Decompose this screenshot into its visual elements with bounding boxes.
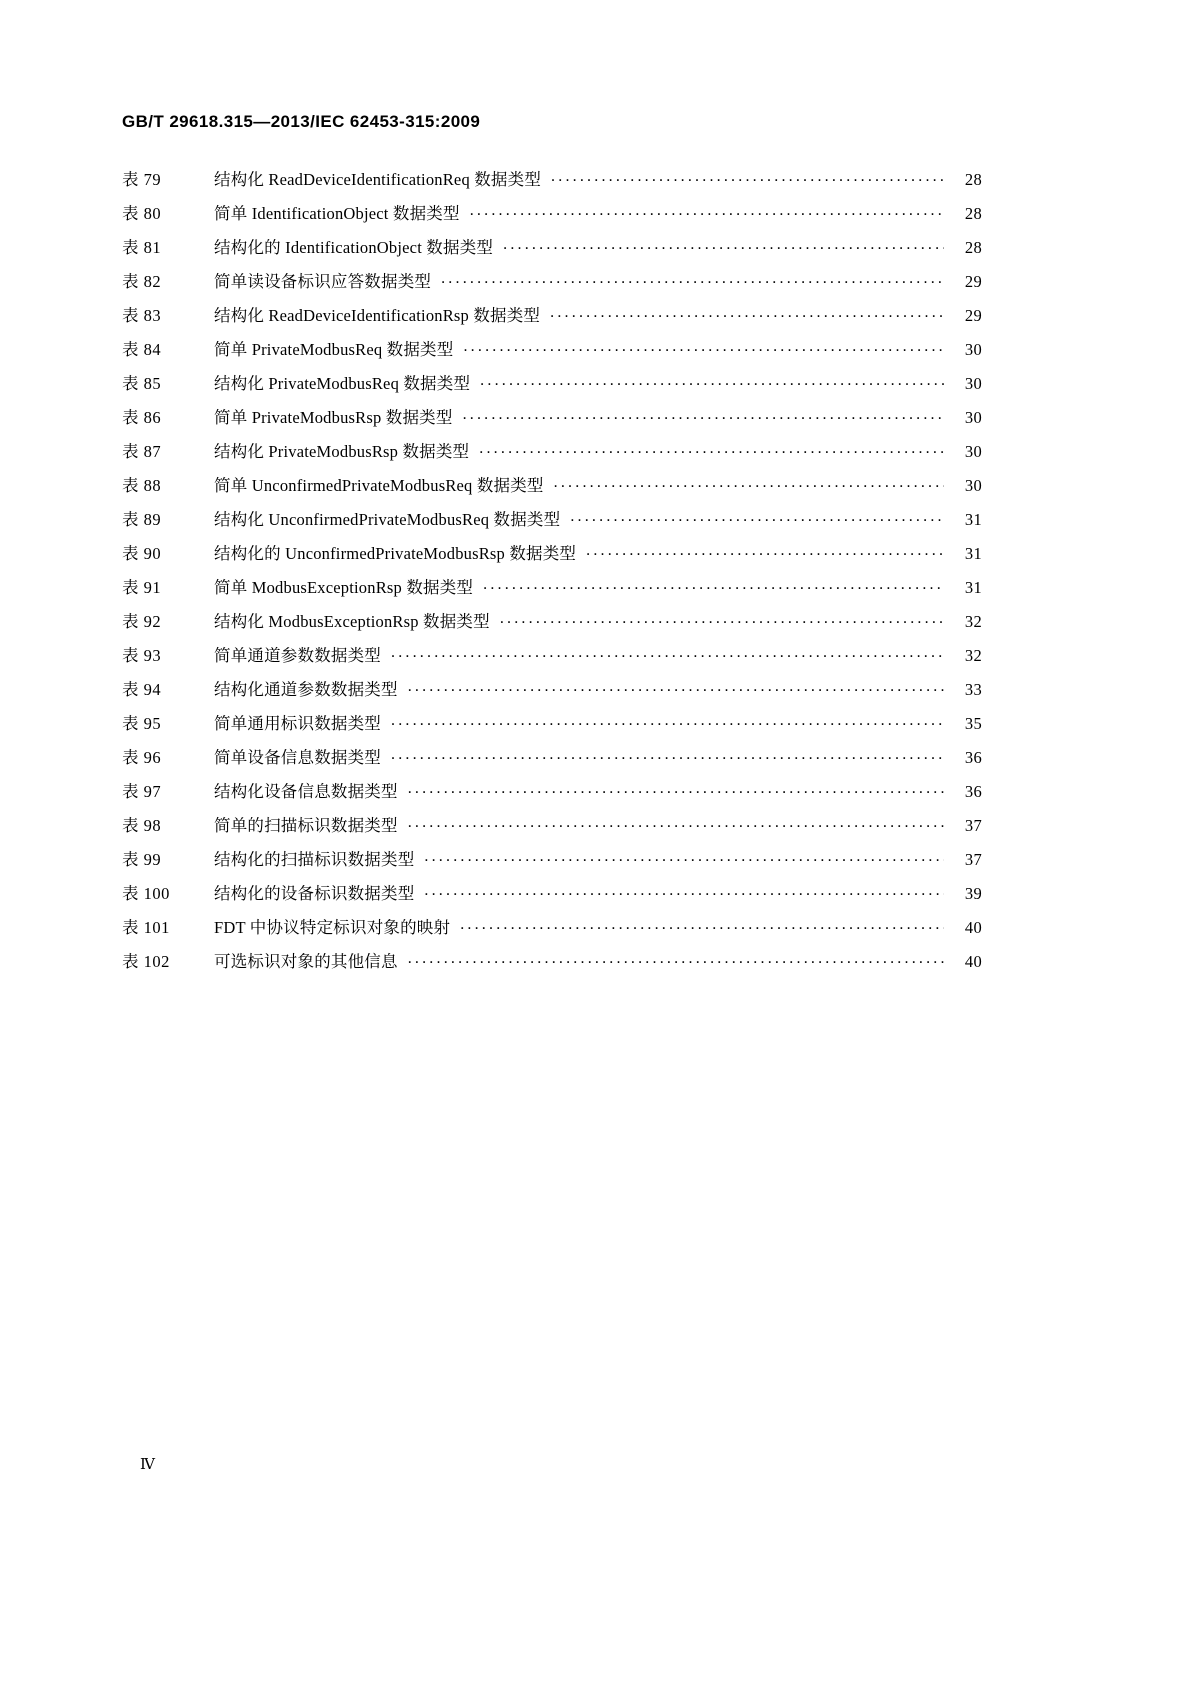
toc-leader-dots [550, 306, 944, 320]
toc-entry[interactable] [122, 741, 982, 775]
toc-entry-title: 结构化 ModbusExceptionRsp 数据类型 [214, 612, 490, 631]
toc-entry-title: 结构化 ReadDeviceIdentificationReq 数据类型 [214, 170, 542, 189]
toc-entry-title: 结构化的设备标识数据类型 [214, 884, 415, 903]
toc-entry-page-number: 30 [964, 374, 982, 393]
toc-entry-title: 结构化的 IdentificationObject 数据类型 [214, 238, 494, 257]
toc-leader-dots [460, 918, 944, 932]
toc-entry-page-number: 28 [964, 204, 982, 223]
toc-entry[interactable] [122, 809, 982, 843]
toc-entry-title: 简单读设备标识应答数据类型 [214, 272, 432, 291]
toc-entry-page-number: 36 [964, 748, 982, 767]
toc-leader-dots [503, 238, 944, 252]
toc-leader-dots [554, 476, 944, 490]
toc-entry-label: 表 102 [122, 952, 170, 971]
toc-entry-page-number: 29 [964, 272, 982, 291]
toc-entry[interactable] [122, 639, 982, 673]
toc-entry-title: 简单通道参数数据类型 [214, 646, 381, 665]
toc-entry-page-number: 40 [964, 918, 982, 937]
toc-leader-dots [551, 170, 944, 184]
toc-entry-title: 结构化的扫描标识数据类型 [214, 850, 415, 869]
toc-entry-label: 表 94 [122, 680, 162, 699]
toc-entry-title: 结构化 UnconfirmedPrivateModbusReq 数据类型 [214, 510, 561, 529]
toc-entry[interactable] [122, 163, 982, 197]
toc-leader-dots [480, 374, 944, 388]
toc-entry-page-number: 35 [964, 714, 982, 733]
toc-entry[interactable] [122, 503, 982, 537]
toc-entry-label: 表 80 [122, 204, 162, 223]
toc-entry[interactable] [122, 367, 982, 401]
table-of-contents-list [122, 163, 982, 979]
toc-entry-title: 简单 PrivateModbusReq 数据类型 [214, 340, 454, 359]
toc-entry[interactable] [122, 299, 982, 333]
toc-entry[interactable] [122, 469, 982, 503]
toc-entry[interactable] [122, 945, 982, 979]
toc-entry-label: 表 96 [122, 748, 162, 767]
toc-entry-page-number: 40 [964, 952, 982, 971]
toc-entry-label: 表 86 [122, 408, 162, 427]
toc-entry-page-number: 31 [964, 544, 982, 563]
toc-leader-dots [479, 442, 944, 456]
toc-entry-label: 表 100 [122, 884, 170, 903]
toc-entry[interactable] [122, 435, 982, 469]
toc-entry[interactable] [122, 333, 982, 367]
toc-leader-dots [470, 204, 944, 218]
toc-leader-dots [408, 816, 944, 830]
toc-entry[interactable] [122, 265, 982, 299]
toc-leader-dots [586, 544, 944, 558]
toc-entry-label: 表 79 [122, 170, 162, 189]
toc-entry-page-number: 30 [964, 340, 982, 359]
toc-leader-dots [570, 510, 944, 524]
toc-entry-label: 表 95 [122, 714, 162, 733]
toc-entry-title: 结构化 ReadDeviceIdentificationRsp 数据类型 [214, 306, 541, 325]
toc-entry-label: 表 87 [122, 442, 162, 461]
toc-entry-page-number: 32 [964, 612, 982, 631]
toc-entry-title: 简单 UnconfirmedPrivateModbusReq 数据类型 [214, 476, 544, 495]
toc-entry-page-number: 30 [964, 408, 982, 427]
toc-entry-label: 表 82 [122, 272, 162, 291]
toc-entry-page-number: 37 [964, 850, 982, 869]
toc-leader-dots [391, 748, 944, 762]
toc-entry-title: FDT 中协议特定标识对象的映射 [214, 918, 451, 937]
toc-entry[interactable] [122, 605, 982, 639]
toc-entry-title: 简单 IdentificationObject 数据类型 [214, 204, 460, 223]
toc-entry-title: 简单设备信息数据类型 [214, 748, 381, 767]
page-header: GB/T 29618.315—2013/IEC 62453-315:2009 [122, 112, 481, 131]
toc-entry-title: 简单通用标识数据类型 [214, 714, 381, 733]
toc-entry[interactable] [122, 537, 982, 571]
toc-entry-title: 结构化 PrivateModbusRsp 数据类型 [214, 442, 470, 461]
toc-entry-label: 表 91 [122, 578, 162, 597]
toc-entry-label: 表 98 [122, 816, 162, 835]
toc-entry-page-number: 36 [964, 782, 982, 801]
toc-entry[interactable] [122, 911, 982, 945]
toc-leader-dots [441, 272, 944, 286]
toc-leader-dots [424, 850, 944, 864]
toc-entry-title: 结构化的 UnconfirmedPrivateModbusRsp 数据类型 [214, 544, 577, 563]
toc-leader-dots [500, 612, 944, 626]
toc-entry-label: 表 93 [122, 646, 162, 665]
toc-entry-label: 表 99 [122, 850, 162, 869]
toc-leader-dots [408, 680, 944, 694]
toc-entry-label: 表 81 [122, 238, 162, 257]
toc-entry-title: 简单 ModbusExceptionRsp 数据类型 [214, 578, 474, 597]
toc-leader-dots [463, 408, 944, 422]
toc-entry[interactable] [122, 401, 982, 435]
toc-entry-label: 表 88 [122, 476, 162, 495]
toc-entry-page-number: 39 [964, 884, 982, 903]
toc-entry-label: 表 97 [122, 782, 162, 801]
toc-entry[interactable] [122, 707, 982, 741]
toc-entry-label: 表 92 [122, 612, 162, 631]
toc-leader-dots [463, 340, 944, 354]
toc-entry-page-number: 31 [964, 578, 982, 597]
toc-entry[interactable] [122, 843, 982, 877]
toc-leader-dots [408, 782, 944, 796]
toc-leader-dots [424, 884, 944, 898]
toc-entry-page-number: 30 [964, 442, 982, 461]
toc-entry-page-number: 32 [964, 646, 982, 665]
toc-entry[interactable] [122, 673, 982, 707]
toc-entry-title: 简单的扫描标识数据类型 [214, 816, 398, 835]
toc-entry-label: 表 90 [122, 544, 162, 563]
toc-leader-dots [391, 714, 944, 728]
toc-entry-page-number: 33 [964, 680, 982, 699]
toc-entry[interactable] [122, 231, 982, 265]
toc-entry-page-number: 28 [964, 170, 982, 189]
toc-entry-label: 表 84 [122, 340, 162, 359]
toc-entry-page-number: 28 [964, 238, 982, 257]
page-folio: Ⅳ [140, 1457, 156, 1473]
toc-entry-page-number: 30 [964, 476, 982, 495]
toc-entry-label: 表 89 [122, 510, 162, 529]
toc-entry-title: 简单 PrivateModbusRsp 数据类型 [214, 408, 453, 427]
toc-entry-label: 表 83 [122, 306, 162, 325]
toc-leader-dots [483, 578, 944, 592]
toc-entry-page-number: 29 [964, 306, 982, 325]
toc-leader-dots [391, 646, 944, 660]
toc-leader-dots [408, 952, 944, 966]
toc-entry[interactable] [122, 775, 982, 809]
toc-entry[interactable] [122, 571, 982, 605]
toc-entry-title: 结构化通道参数数据类型 [214, 680, 398, 699]
toc-entry-title: 可选标识对象的其他信息 [214, 952, 398, 971]
toc-entry-page-number: 31 [964, 510, 982, 529]
toc-entry-title: 结构化 PrivateModbusReq 数据类型 [214, 374, 471, 393]
toc-entry-page-number: 37 [964, 816, 982, 835]
toc-entry-title: 结构化设备信息数据类型 [214, 782, 398, 801]
toc-entry[interactable] [122, 197, 982, 231]
toc-entry-label: 表 101 [122, 918, 170, 937]
toc-entry-label: 表 85 [122, 374, 162, 393]
toc-entry[interactable] [122, 877, 982, 911]
